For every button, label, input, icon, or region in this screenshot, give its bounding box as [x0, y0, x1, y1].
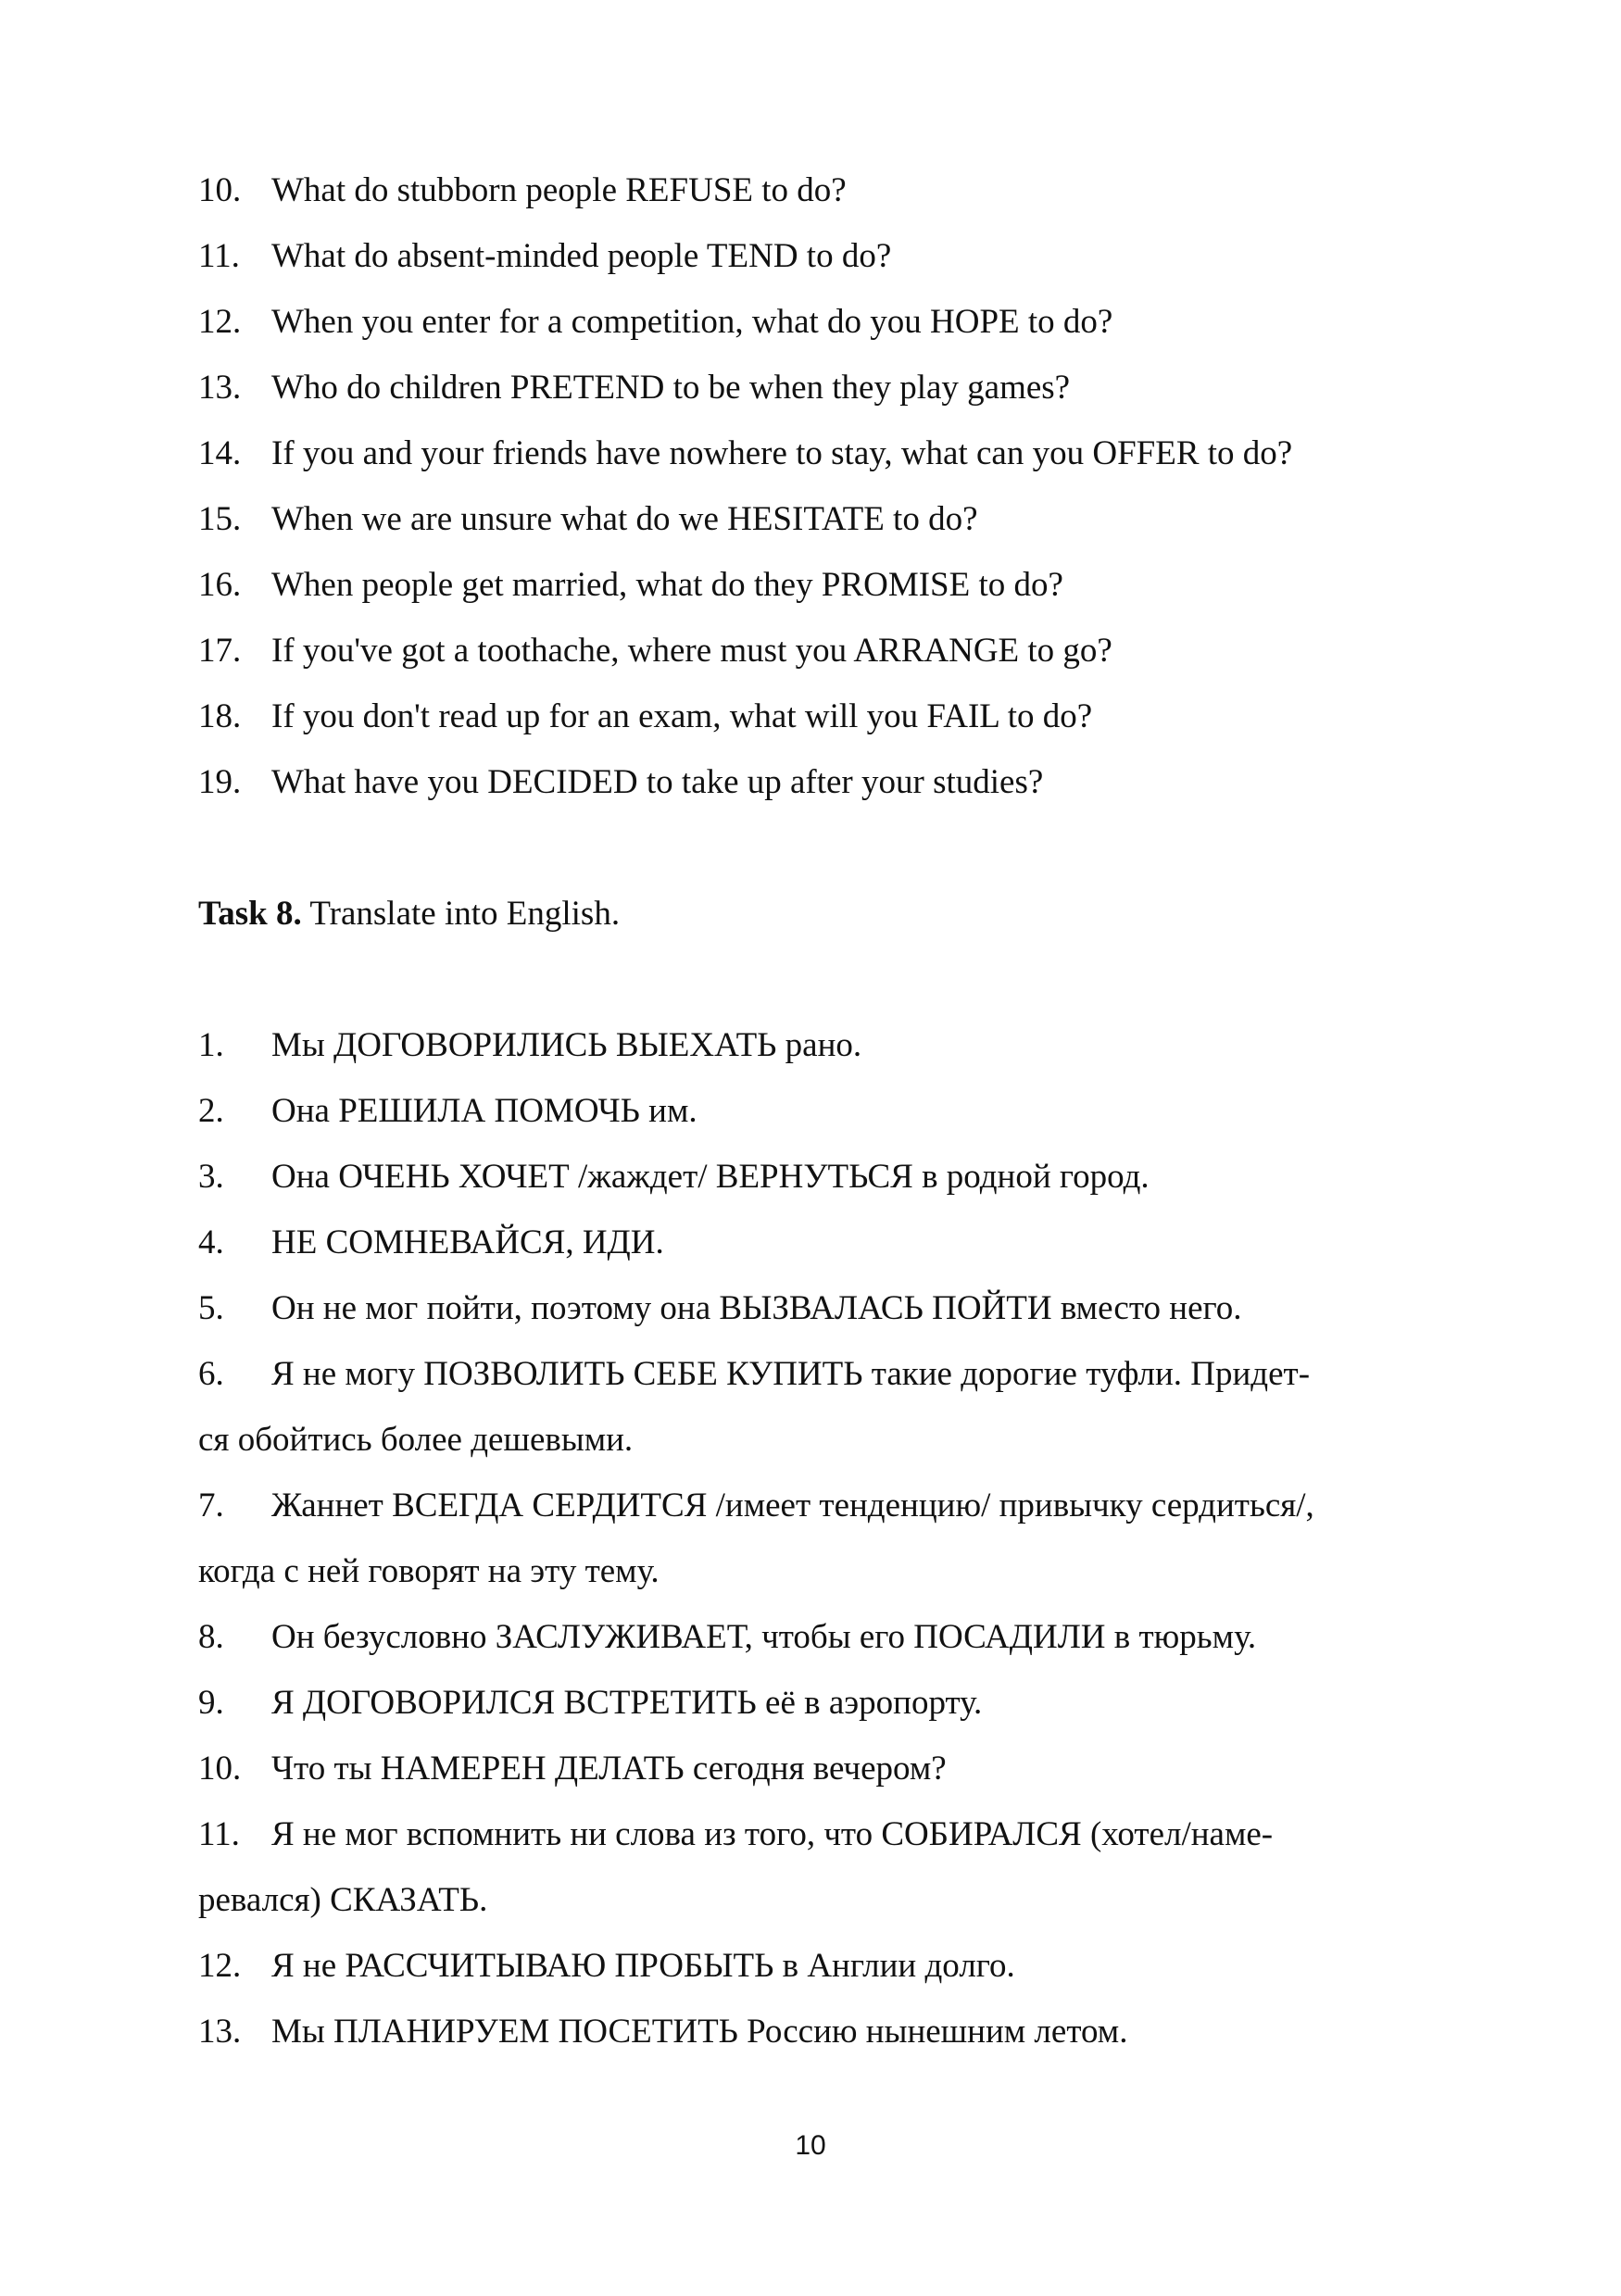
spacer: [198, 815, 1439, 881]
item-continuation: ревался) СКАЗАТЬ.: [198, 1881, 488, 1919]
task-instruction: Translate into English.: [301, 895, 621, 933]
item-text: What do absent-minded people TEND to do?: [271, 237, 892, 275]
item-number: 18.: [198, 697, 242, 735]
item-text: Мы ПЛАНИРУЕМ ПОСЕТИТЬ Россию нынешним летом.: [271, 2013, 1128, 2051]
list-item: [198, 1144, 1439, 1210]
list-item: [198, 1999, 1439, 2064]
item-text: Он безусловно ЗАСЛУЖИВАЕТ, чтобы его ПОСАДИЛИ в тюрьму.: [271, 1618, 1257, 1656]
item-number: 14.: [198, 434, 242, 472]
list-item: [198, 1210, 1439, 1275]
list-item: [198, 1341, 1439, 1407]
list-item: [198, 420, 1439, 486]
item-text: Она ОЧЕНЬ ХОЧЕТ /жаждет/ ВЕРНУТЬСЯ в родной город.: [271, 1158, 1150, 1196]
item-text: If you've got a toothache, where must you ARRANGE to go?: [271, 632, 1112, 670]
item-text: Жаннет ВСЕГДА СЕРДИТСЯ /имеет тенденцию/ привычку сердиться/,: [271, 1487, 1314, 1524]
list-item: [198, 157, 1439, 223]
item-number: 6.: [198, 1355, 224, 1393]
item-number: 13.: [198, 369, 242, 407]
page-number: 10: [795, 2130, 826, 2161]
task-heading: [198, 881, 1439, 947]
list-item: [198, 486, 1439, 552]
list-item: [198, 749, 1439, 815]
item-text: Она РЕШИЛА ПОМОЧЬ им.: [271, 1092, 697, 1130]
page-content: [198, 157, 1439, 2064]
list-item: [198, 552, 1439, 618]
item-text: When you enter for a competition, what do you HOPE to do?: [271, 303, 1113, 341]
item-text: When people get married, what do they PROMISE to do?: [271, 566, 1063, 604]
item-number: 5.: [198, 1289, 224, 1327]
item-continuation: ся обойтись более дешевыми.: [198, 1421, 634, 1459]
item-number: 8.: [198, 1618, 224, 1656]
question-list: [198, 157, 1439, 815]
list-item: [198, 1078, 1439, 1144]
item-number: 16.: [198, 566, 242, 604]
item-number: 11.: [198, 237, 240, 275]
item-text: Что ты НАМЕРЕН ДЕЛАТЬ сегодня вечером?: [271, 1750, 947, 1788]
item-number: 4.: [198, 1223, 224, 1261]
list-item: [198, 1736, 1439, 1801]
list-item: [198, 1670, 1439, 1736]
item-text: Я не РАССЧИТЫВАЮ ПРОБЫТЬ в Англии долго.: [271, 1947, 1015, 1985]
list-item: [198, 355, 1439, 420]
list-item: [198, 684, 1439, 749]
item-text: Я ДОГОВОРИЛСЯ ВСТРЕТИТЬ её в аэропорту.: [271, 1684, 983, 1722]
item-text: What do stubborn people REFUSE to do?: [271, 171, 847, 209]
spacer: [198, 947, 1439, 1012]
item-number: 17.: [198, 632, 242, 670]
item-number: 11.: [198, 1815, 240, 1853]
list-item: [198, 1604, 1439, 1670]
item-number: 15.: [198, 500, 242, 538]
item-text: If you and your friends have nowhere to stay, what can you OFFER to do?: [271, 434, 1293, 472]
item-text: If you don't read up for an exam, what will you FAIL to do?: [271, 697, 1093, 735]
item-text: When we are unsure what do we HESITATE to do?: [271, 500, 978, 538]
item-number: 19.: [198, 763, 242, 801]
list-item: [198, 618, 1439, 684]
item-text: Мы ДОГОВОРИЛИСЬ ВЫЕХАТЬ рано.: [271, 1026, 862, 1064]
item-number: 12.: [198, 303, 242, 341]
item-text: Я не мог вспомнить ни слова из того, что СОБИРАЛСЯ (хотел/наме-: [271, 1815, 1274, 1853]
item-number: 9.: [198, 1684, 224, 1722]
list-item: [198, 1012, 1439, 1078]
item-text: Я не могу ПОЗВОЛИТЬ СЕБЕ КУПИТЬ такие дорогие туфли. Придет-: [271, 1355, 1311, 1393]
item-number: 3.: [198, 1158, 224, 1196]
item-text: What have you DECIDED to take up after your studies?: [271, 763, 1044, 801]
list-item: [198, 1275, 1439, 1341]
item-continuation: когда с ней говорят на эту тему.: [198, 1552, 660, 1590]
item-number: 12.: [198, 1947, 242, 1985]
task-label: Task 8.: [198, 895, 302, 933]
list-item: [198, 1801, 1439, 1867]
item-text: НЕ СОМНЕВАЙСЯ, ИДИ.: [271, 1223, 664, 1261]
list-item: [198, 223, 1439, 289]
list-item: [198, 1473, 1439, 1538]
item-number: 7.: [198, 1487, 224, 1524]
item-number: 13.: [198, 2013, 242, 2051]
list-item: [198, 1933, 1439, 1999]
item-number: 1.: [198, 1026, 224, 1064]
item-text: Who do children PRETEND to be when they play games?: [271, 369, 1071, 407]
item-text: Он не мог пойти, поэтому она ВЫЗВАЛАСЬ ПОЙТИ вместо него.: [271, 1289, 1242, 1327]
item-number: 10.: [198, 171, 242, 209]
list-item: [198, 289, 1439, 355]
item-number: 2.: [198, 1092, 224, 1130]
translation-list: [198, 1012, 1439, 2064]
item-number: 10.: [198, 1750, 242, 1788]
